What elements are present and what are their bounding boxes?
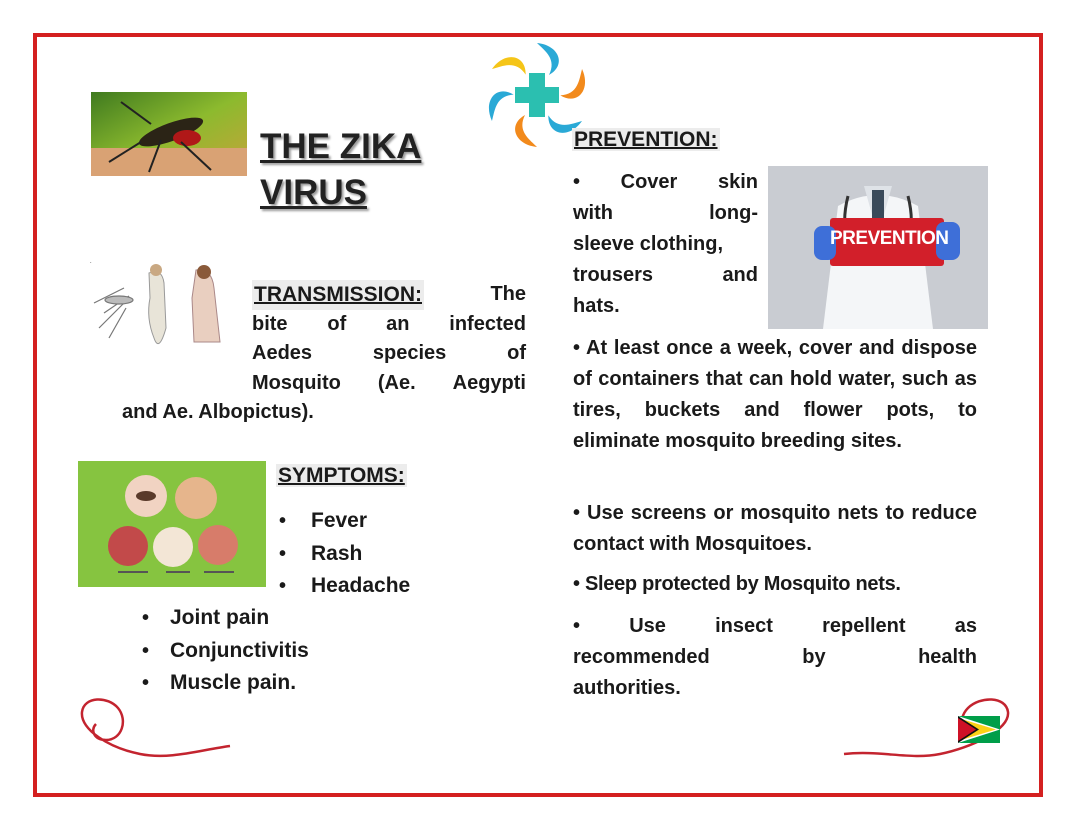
prevention-text: health <box>918 646 977 668</box>
transmission-text: of <box>327 312 347 335</box>
symptoms-list-right <box>277 505 410 603</box>
prevention-text: repellent <box>822 615 906 637</box>
symptoms-list-left <box>140 602 309 700</box>
prevention-sign-text: PREVENTION <box>830 228 949 249</box>
prevention-heading-wrap <box>572 128 720 152</box>
transmission-text: of <box>507 342 526 364</box>
transmission-illustration <box>84 258 234 364</box>
transmission-text: Mosquito <box>252 371 341 394</box>
prevention-item-3: • Use screens or mosquito nets to reduce contact with Mosquitoes. <box>573 502 977 555</box>
prevention-item-2: • At least once a week, cover and dispose of containers that can hold water, such as tires, buckets and flower pots, to eliminate mosquito breeding sites. <box>573 337 977 452</box>
prevention-text: long- <box>709 202 758 224</box>
symptom-item: • Conjunctivitis <box>140 635 309 668</box>
prevention-text: Use <box>629 615 666 637</box>
prevention-text: Cover <box>620 171 678 193</box>
prevention-text: with <box>573 202 613 224</box>
symptom-item: • Joint pain <box>140 602 309 635</box>
symptoms-illustration <box>78 461 266 587</box>
prevention-text: insect <box>715 615 773 637</box>
symptoms-heading-wrap <box>276 464 407 488</box>
prevention-item-4: • Sleep protected by Mosquito nets. <box>573 573 901 595</box>
symptom-item: • Rash <box>277 538 410 571</box>
prevention-text: and <box>722 264 758 286</box>
transmission-text: Aegypti <box>452 371 526 394</box>
transmission-text: species <box>372 342 447 364</box>
transmission-text-last: and Ae. Albopictus). <box>122 401 314 423</box>
transmission-text: bite <box>252 312 288 335</box>
prevention-text: • <box>573 615 581 637</box>
prevention-item-1 <box>573 167 758 322</box>
transmission-block <box>252 280 526 398</box>
prevention-text: recommended <box>573 646 710 668</box>
swirl-ornament-right-icon <box>840 690 1030 790</box>
title-line-1: THE ZIKA <box>260 127 422 166</box>
mosquito-photo <box>91 92 247 176</box>
prevention-text: authorities. <box>573 677 681 699</box>
svg-text:·: · <box>90 260 92 265</box>
swirl-ornament-left-icon <box>60 690 240 790</box>
prevention-text: skin <box>717 171 758 193</box>
transmission-text: (Ae. <box>377 371 416 394</box>
guyana-flag-icon <box>958 716 1000 743</box>
transmission-text: The <box>490 283 526 305</box>
prevention-text: trousers <box>573 264 654 286</box>
symptom-item: • Muscle pain. <box>140 667 309 700</box>
prevention-text: • <box>573 171 581 193</box>
symptoms-heading: SYMPTOMS: <box>278 464 405 487</box>
prevention-text: as <box>954 615 977 637</box>
transmission-text: an <box>386 312 410 335</box>
symptom-item: • Headache <box>277 570 410 603</box>
prevention-text: sleeve clothing, <box>573 233 724 255</box>
transmission-text: Aedes <box>252 342 313 364</box>
transmission-heading: TRANSMISSION: <box>252 280 424 310</box>
symptom-item: • Fever <box>277 505 410 538</box>
prevention-heading: PREVENTION: <box>574 128 718 151</box>
title-line-2: VIRUS <box>260 173 367 212</box>
page-title <box>260 124 421 216</box>
prevention-text: by <box>802 646 826 668</box>
transmission-text: infected <box>449 312 526 335</box>
prevention-text: hats. <box>573 295 620 317</box>
